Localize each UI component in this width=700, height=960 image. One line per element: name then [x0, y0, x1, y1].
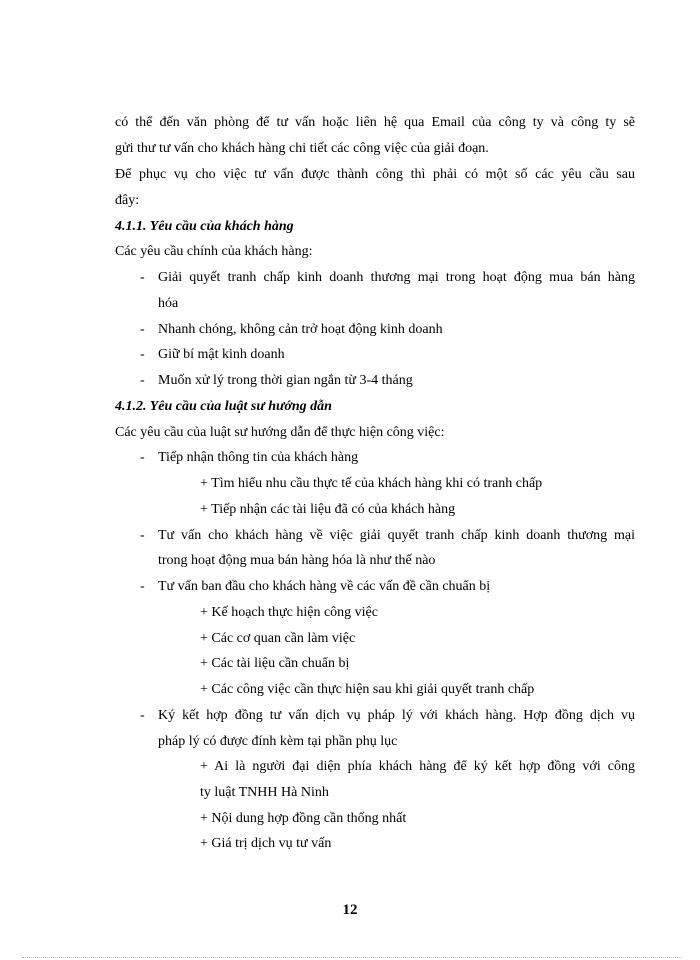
- list-dash: -: [140, 322, 145, 337]
- sub-item: + Ai là người đại diện phía khách hàng để ký kết hợp đồng với công: [200, 759, 635, 774]
- section-intro: Các yêu cầu của luật sư hướng dẫn để thực hiện công việc:: [115, 425, 445, 440]
- sub-item: + Kế hoạch thực hiện công việc: [200, 605, 378, 620]
- sub-item: + Tiếp nhận các tài liệu đã có của khách hàng: [200, 502, 456, 517]
- list-item-continuation: hóa: [158, 296, 179, 311]
- list-item: Nhanh chóng, không cản trở hoạt động kinh doanh: [158, 322, 443, 337]
- list-dash: -: [140, 347, 145, 362]
- list-item: Ký kết hợp đồng tư vấn dịch vụ pháp lý với khách hàng. Hợp đồng dịch vụ: [158, 708, 635, 723]
- sub-item: + Giá trị dịch vụ tư vấn: [200, 836, 332, 851]
- sub-item: + Các cơ quan cần làm việc: [200, 631, 356, 646]
- paragraph-line: gửi thư tư vấn cho khách hàng chi tiết các công việc của giải đoạn.: [115, 141, 489, 156]
- sub-item: + Các công việc cần thực hiện sau khi giải quyết tranh chấp: [200, 682, 535, 697]
- page-number: 12: [342, 902, 358, 918]
- list-dash: -: [140, 450, 145, 465]
- section-heading-4-1-2: 4.1.2. Yêu cầu của luật sư hướng dẫn: [115, 399, 332, 414]
- list-item-continuation: trong hoạt động mua bán hàng hóa là như thế nào: [158, 553, 436, 568]
- page-bottom-border: [22, 957, 682, 958]
- sub-item-continuation: ty luật TNHH Hà Ninh: [200, 785, 329, 800]
- sub-item: + Nội dung hợp đồng cần thống nhất: [200, 811, 407, 826]
- list-dash: -: [140, 579, 145, 594]
- list-dash: -: [140, 270, 145, 285]
- paragraph-line: Để phục vụ cho việc tư vấn được thành công thì phải có một số các yêu cầu sau: [115, 167, 635, 182]
- section-intro: Các yêu cầu chính của khách hàng:: [115, 244, 313, 259]
- list-item: Tư vấn cho khách hàng về việc giải quyết tranh chấp kinh doanh thương mại: [158, 528, 635, 543]
- list-dash: -: [140, 528, 145, 543]
- list-item: Muốn xử lý trong thời gian ngắn từ 3-4 tháng: [158, 373, 413, 388]
- list-dash: -: [140, 373, 145, 388]
- list-item-continuation: pháp lý có được đính kèm tại phần phụ lục: [158, 734, 398, 749]
- list-item: Tiếp nhận thông tin của khách hàng: [158, 450, 359, 465]
- paragraph-line: đây:: [115, 193, 140, 208]
- list-item: Giữ bí mật kinh doanh: [158, 347, 285, 362]
- list-dash: -: [140, 708, 145, 723]
- list-item: Giải quyết tranh chấp kinh doanh thương mại trong hoạt động mua bán hàng: [158, 270, 635, 285]
- sub-item: + Các tài liệu cần chuẩn bị: [200, 656, 350, 671]
- section-heading-4-1-1: 4.1.1. Yêu cầu của khách hàng: [115, 219, 294, 234]
- sub-item: + Tìm hiểu nhu cầu thực tế của khách hàng khi có tranh chấp: [200, 476, 543, 491]
- paragraph-line: có thể đến văn phòng để tư vấn hoặc liên hệ qua Email của công ty và công ty sẽ: [115, 115, 635, 130]
- list-item: Tư vấn ban đầu cho khách hàng về các vấn đề cần chuẩn bị: [158, 579, 491, 594]
